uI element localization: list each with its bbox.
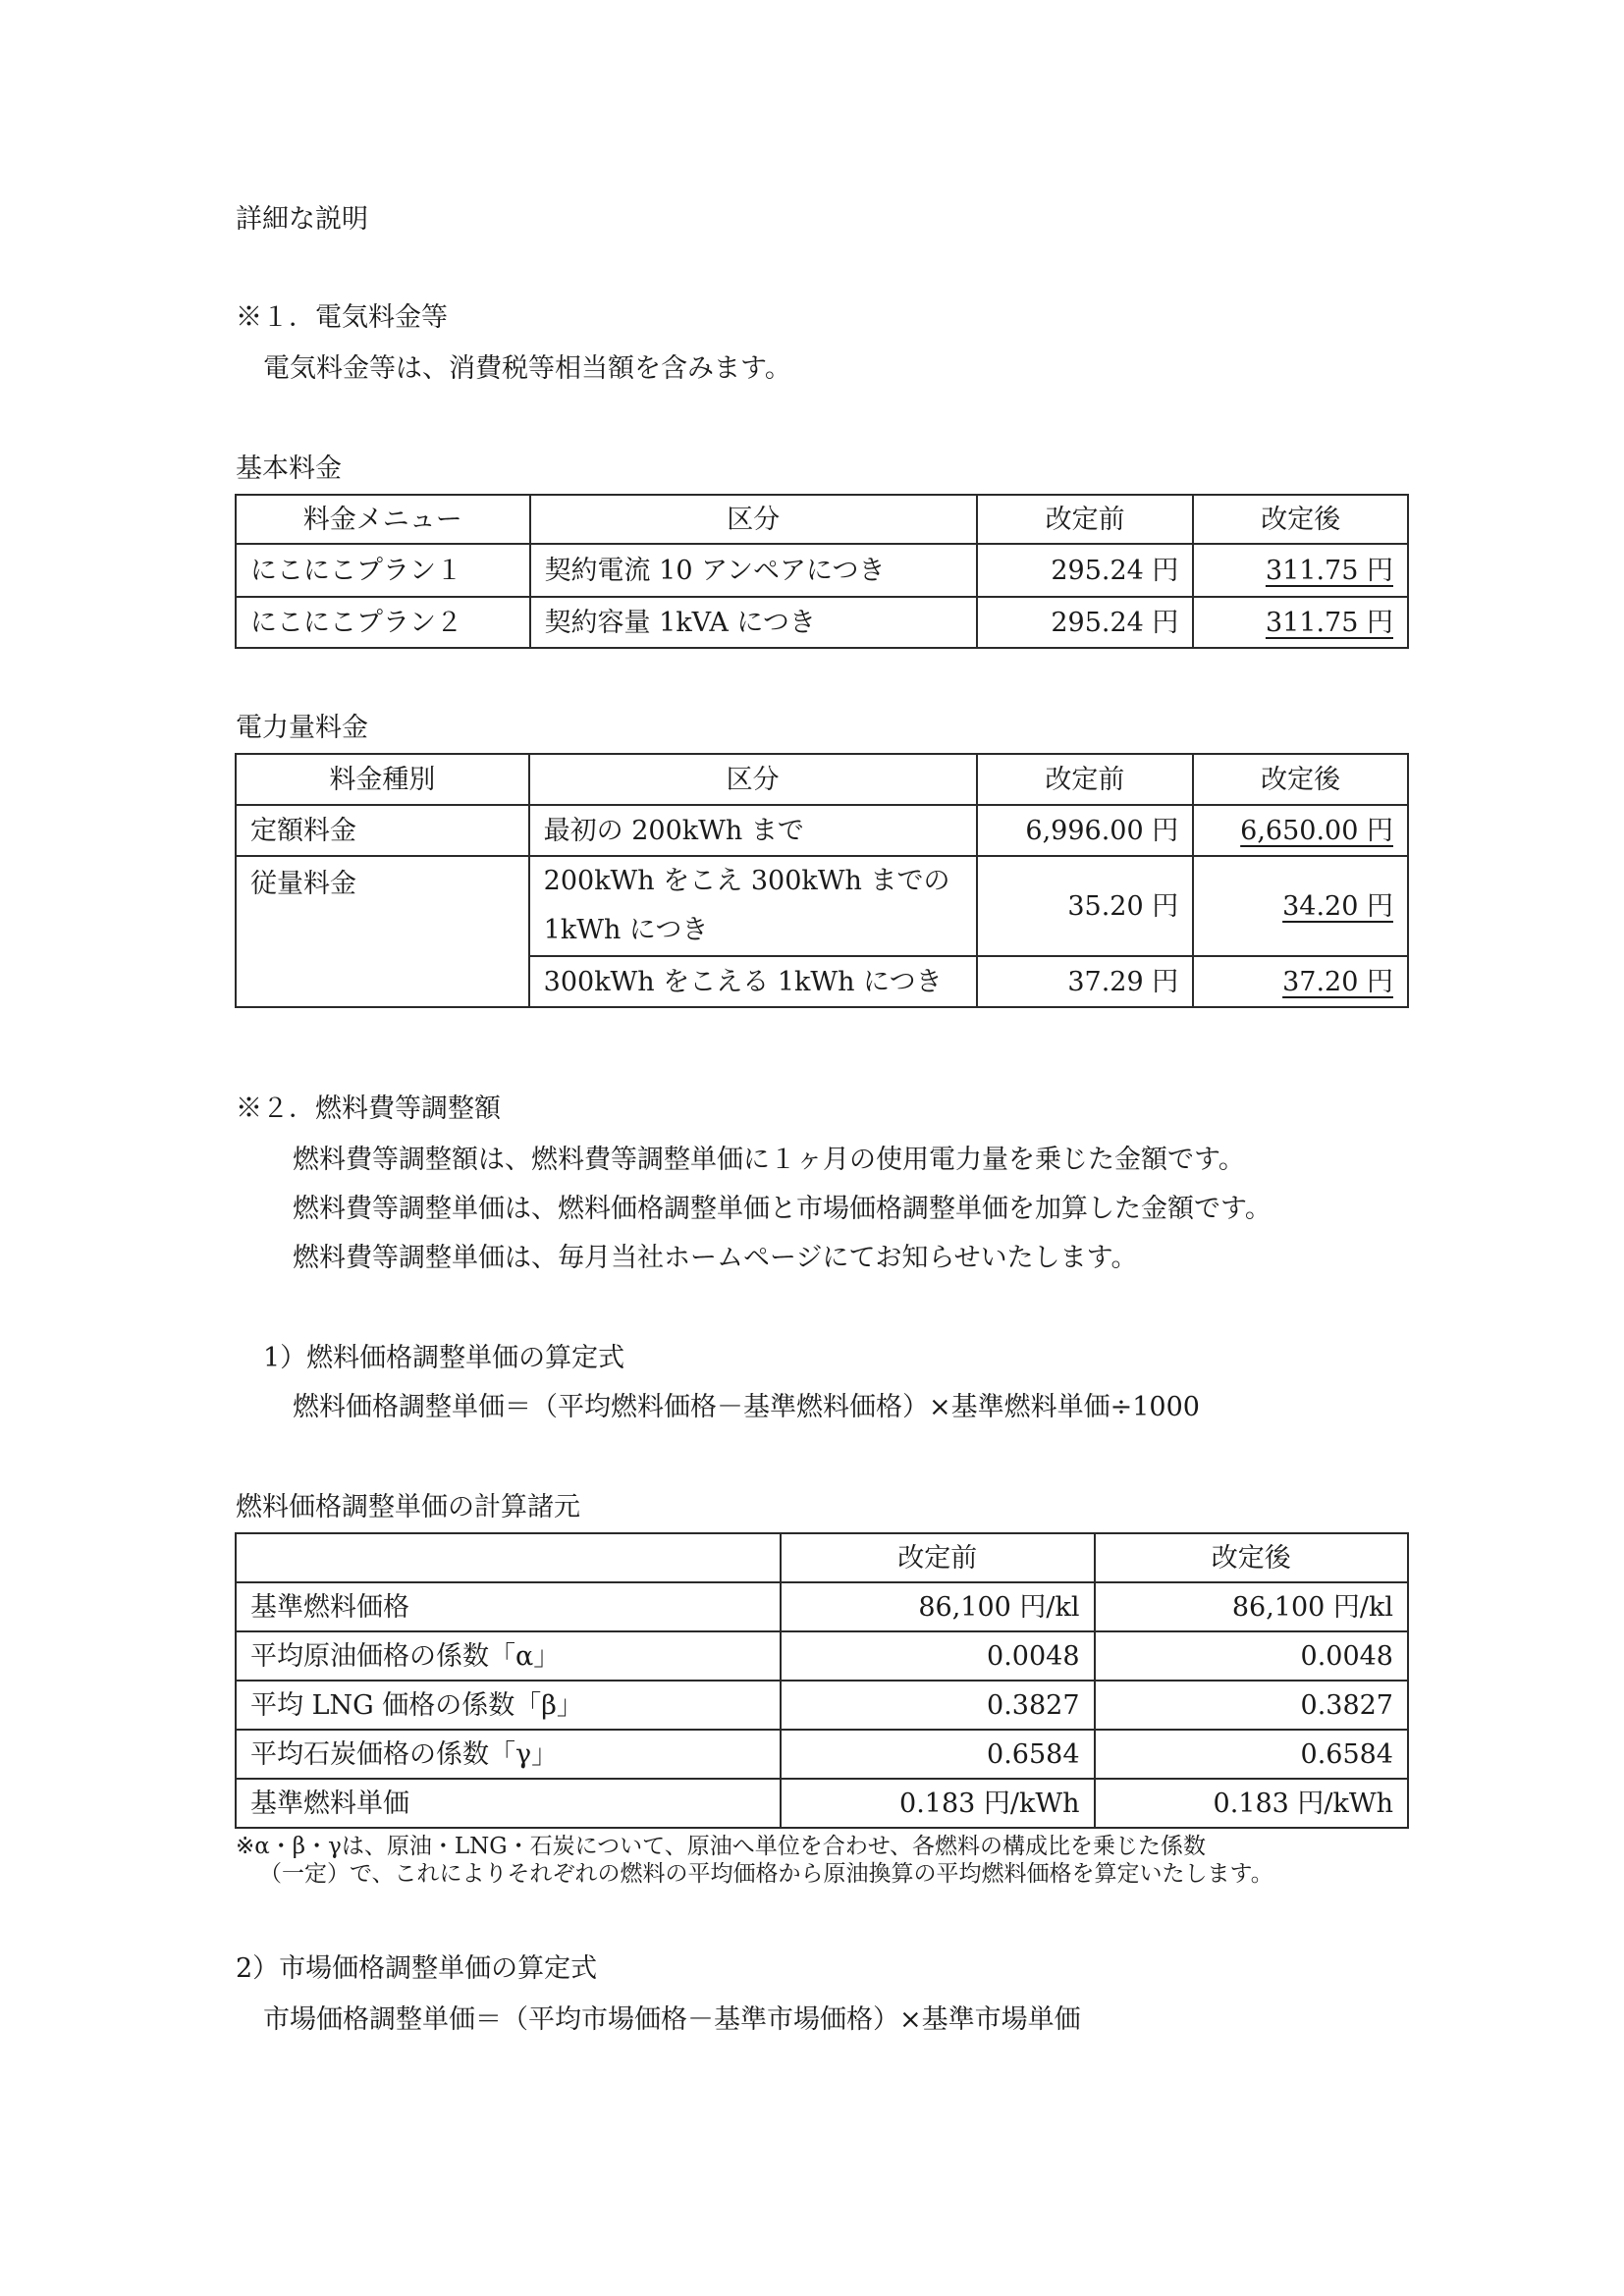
label-cell: 基準燃料単価: [236, 1779, 781, 1828]
basic-charge-table: [235, 494, 1409, 649]
label-cell: 平均 LNG 価格の係数「β」: [236, 1681, 781, 1730]
table-header-row: [236, 1533, 1408, 1582]
before-cell: 0.0048: [781, 1631, 1094, 1681]
formula1-title: 1）燃料価格調整単価の算定式: [263, 1343, 625, 1373]
category-line: 200kWh をこえ 300kWh までの: [543, 866, 950, 896]
type-cell: 従量料金: [236, 856, 529, 1007]
section2-paragraph: 燃料費等調整単価は、燃料価格調整単価と市場価格調整単価を加算した金額です。: [293, 1194, 1272, 1224]
before-cell: 86,100 円/kl: [781, 1582, 1094, 1631]
after-value: 311.75 円: [1265, 607, 1393, 638]
table-row: [236, 1681, 1408, 1730]
after-cell: [1193, 544, 1408, 597]
category-cell: [529, 856, 977, 956]
after-cell: [1193, 597, 1408, 648]
header-cell: 料金種別: [236, 754, 529, 805]
before-cell: 6,996.00 円: [977, 805, 1194, 856]
table-row: [236, 1582, 1408, 1631]
energy-charge-table: [235, 753, 1409, 1008]
before-cell: 35.20 円: [977, 856, 1194, 956]
header-cell: 区分: [529, 754, 977, 805]
label-cell: 平均石炭価格の係数「γ」: [236, 1730, 781, 1779]
before-cell: 295.24 円: [977, 597, 1194, 648]
table-row: [236, 1631, 1408, 1681]
section1-title: ※１．電気料金等: [236, 302, 448, 333]
table-header-row: [236, 754, 1408, 805]
type-cell: 定額料金: [236, 805, 529, 856]
category-cell: 契約電流 10 アンペアにつき: [530, 544, 977, 597]
label-cell: 平均原油価格の係数「α」: [236, 1631, 781, 1681]
header-cell: 改定後: [1193, 495, 1408, 544]
menu-cell: にこにこプラン１: [236, 544, 530, 597]
fuel-calc-note: （一定）で、これによりそれぞれの燃料の平均価格から原油換算の平均燃料価格を算定いたします。: [259, 1861, 1273, 1887]
after-cell: 0.0048: [1095, 1631, 1408, 1681]
after-cell: 0.183 円/kWh: [1095, 1779, 1408, 1828]
table-row: [236, 856, 1408, 956]
label-cell: 基準燃料価格: [236, 1582, 781, 1631]
category-cell: 契約容量 1kVA につき: [530, 597, 977, 648]
after-value: 34.20 円: [1282, 890, 1393, 922]
after-value: 311.75 円: [1265, 555, 1393, 586]
basic-charge-title: 基本料金: [236, 454, 342, 484]
formula2-expression: 市場価格調整単価＝（平均市場価格－基準市場価格）×基準市場単価: [263, 2004, 1081, 2035]
header-cell: [236, 1533, 781, 1582]
energy-charge-title: 電力量料金: [236, 713, 368, 743]
table-row: [236, 805, 1408, 856]
header-cell: 区分: [530, 495, 977, 544]
after-value: 6,650.00 円: [1240, 815, 1393, 846]
after-cell: [1193, 856, 1408, 956]
category-cell: 最初の 200kWh まで: [529, 805, 977, 856]
header-cell: 改定後: [1095, 1533, 1408, 1582]
table-row: [236, 1730, 1408, 1779]
section2-paragraph: 燃料費等調整額は、燃料費等調整単価に１ヶ月の使用電力量を乗じた金額です。: [293, 1145, 1245, 1175]
fuel-calc-title: 燃料価格調整単価の計算諸元: [236, 1492, 580, 1522]
header-cell: 改定前: [977, 754, 1194, 805]
after-cell: [1193, 805, 1408, 856]
header-cell: 料金メニュー: [236, 495, 530, 544]
menu-cell: にこにこプラン２: [236, 597, 530, 648]
page-heading: 詳細な説明: [236, 204, 368, 235]
before-cell: 0.183 円/kWh: [781, 1779, 1094, 1828]
before-cell: 0.3827: [781, 1681, 1094, 1730]
table-row: [236, 597, 1408, 648]
header-cell: 改定前: [977, 495, 1194, 544]
table-header-row: [236, 495, 1408, 544]
section2-paragraph: 燃料費等調整単価は、毎月当社ホームページにてお知らせいたします。: [293, 1243, 1138, 1273]
section1-description: 電気料金等は、消費税等相当額を含みます。: [263, 353, 791, 384]
header-cell: 改定前: [781, 1533, 1094, 1582]
before-cell: 295.24 円: [977, 544, 1194, 597]
table-row: [236, 1779, 1408, 1828]
after-cell: 0.6584: [1095, 1730, 1408, 1779]
category-line: 1kWh につき: [543, 915, 709, 945]
before-cell: 37.29 円: [977, 956, 1194, 1007]
after-cell: 0.3827: [1095, 1681, 1408, 1730]
formula1-expression: 燃料価格調整単価＝（平均燃料価格－基準燃料価格）×基準燃料単価÷1000: [293, 1392, 1200, 1422]
after-cell: 86,100 円/kl: [1095, 1582, 1408, 1631]
fuel-calc-table: [235, 1532, 1409, 1829]
section2-title: ※２．燃料費等調整額: [236, 1094, 501, 1124]
header-cell: 改定後: [1193, 754, 1408, 805]
after-cell: [1193, 956, 1408, 1007]
fuel-calc-note: ※α・β・γは、原油・LNG・石炭について、原油へ単位を合わせ、各燃料の構成比を乗じた係数: [236, 1834, 1207, 1859]
formula2-title: 2）市場価格調整単価の算定式: [236, 1953, 598, 1984]
table-row: [236, 544, 1408, 597]
before-cell: 0.6584: [781, 1730, 1094, 1779]
after-value: 37.20 円: [1282, 966, 1393, 997]
category-cell: 300kWh をこえる 1kWh につき: [529, 956, 977, 1007]
